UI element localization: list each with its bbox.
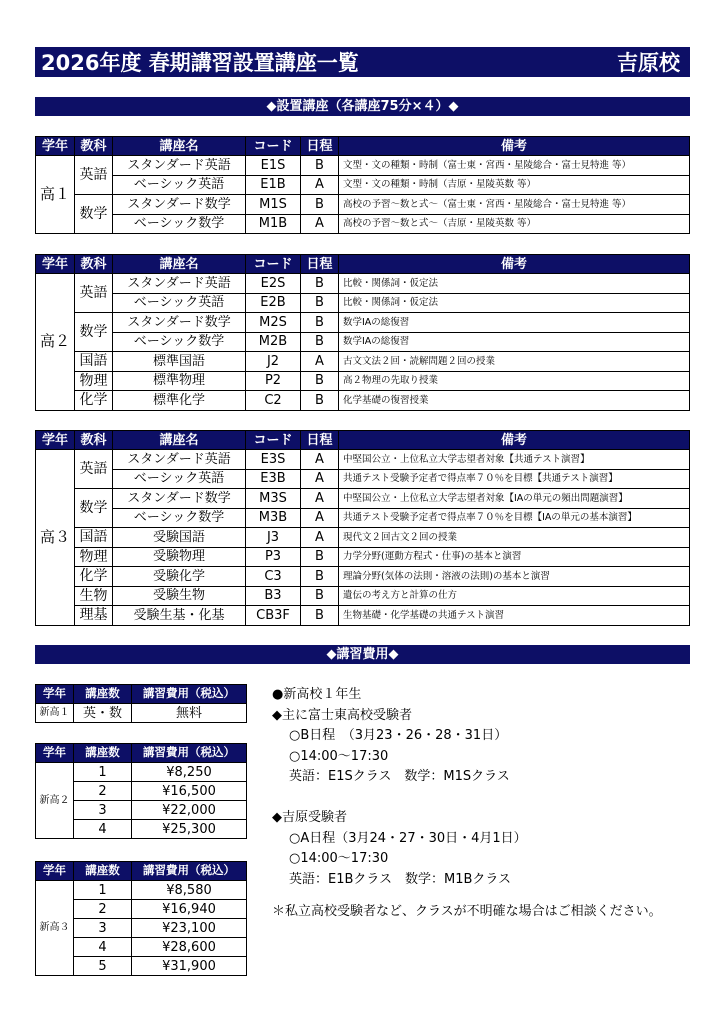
price-cell: ¥8,250 <box>132 763 247 782</box>
price-cell: ¥16,940 <box>132 900 247 919</box>
count-cell: 4 <box>74 938 132 957</box>
table-row <box>36 489 690 509</box>
note-line: 英語：E1Bクラス 数学：M1Bクラス <box>289 871 512 887</box>
code-cell: J3 <box>246 528 301 548</box>
schedule-cell: B <box>301 371 339 391</box>
code-cell: M1S <box>246 195 301 215</box>
col-remarks: 備考 <box>339 431 690 450</box>
remark-cell: 化学基礎の復習授業 <box>339 391 690 411</box>
code-cell: C3 <box>246 567 301 587</box>
count-cell: 2 <box>74 900 132 919</box>
code-cell: E1S <box>246 156 301 176</box>
code-cell: J2 <box>246 352 301 372</box>
table-row <box>36 195 690 215</box>
remark-cell: 文型・文の種類・時制（吉原・星陵英数 等） <box>339 175 690 195</box>
remark-cell: 共通テスト受験予定者で得点率７０％を目標【共通テスト演習】 <box>339 469 690 489</box>
course-cell: 受験生基・化基 <box>113 606 246 626</box>
col-grade: 学年 <box>36 862 74 881</box>
code-cell: M2S <box>246 313 301 333</box>
table-row <box>36 214 690 234</box>
grade-cell: 高３ <box>36 450 75 626</box>
remark-cell: 中堅国公立・上位私立大学志望者対象【共通テスト演習】 <box>339 450 690 470</box>
code-cell: E2S <box>246 274 301 294</box>
col-schedule: 日程 <box>301 255 339 274</box>
price-cell: ¥22,000 <box>132 801 247 820</box>
course-cell: スタンダード英語 <box>113 450 246 470</box>
code-cell: P2 <box>246 371 301 391</box>
school-name: 吉原校 <box>617 51 680 75</box>
course-cell: ベーシック英語 <box>113 175 246 195</box>
price-cell: ¥25,300 <box>132 820 247 839</box>
course-cell: スタンダード英語 <box>113 274 246 294</box>
course-cell: スタンダード数学 <box>113 313 246 333</box>
course-cell: 受験生物 <box>113 586 246 606</box>
table-row <box>36 352 690 372</box>
price-cell: ¥23,100 <box>132 919 247 938</box>
schedule-cell: B <box>301 391 339 411</box>
subject-cell: 国語 <box>75 528 113 548</box>
table-row <box>36 391 690 411</box>
course-cell: 標準物理 <box>113 371 246 391</box>
col-schedule: 日程 <box>301 137 339 156</box>
spacer <box>272 788 662 809</box>
note-line: ○14:00～17:30 <box>289 748 389 764</box>
note-line: ◆主に富士東高校受験者 <box>272 707 412 723</box>
grade-cell: 高１ <box>36 156 75 234</box>
count-cell: 5 <box>74 957 132 976</box>
table-header <box>36 431 690 450</box>
course-cell: スタンダード数学 <box>113 195 246 215</box>
table-row <box>36 293 690 313</box>
note-line: ○14:00～17:30 <box>289 851 389 866</box>
table-header <box>36 744 247 763</box>
code-cell: M1B <box>246 214 301 234</box>
subject-cell: 英語 <box>75 156 113 195</box>
code-cell: C2 <box>246 391 301 411</box>
course-cell: スタンダード英語 <box>113 156 246 176</box>
col-subject: 教科 <box>75 137 113 156</box>
code-cell: P3 <box>246 547 301 567</box>
course-cell: ベーシック数学 <box>113 214 246 234</box>
schedule-cell: B <box>301 293 339 313</box>
grade-cell: 高２ <box>36 274 75 411</box>
course-cell: スタンダード数学 <box>113 489 246 509</box>
table-row <box>36 175 690 195</box>
col-course: 講座名 <box>113 137 246 156</box>
code-cell: CB3F <box>246 606 301 626</box>
col-code: コード <box>246 255 301 274</box>
remark-cell: 文型・文の種類・時制（富士東・宮西・星陵総合・富士見特進 等） <box>339 156 690 176</box>
remark-cell: 数学ⅠAの総復習 <box>339 332 690 352</box>
col-subject: 教科 <box>75 255 113 274</box>
table-row <box>36 313 690 333</box>
remark-cell: 高２物理の先取り授業 <box>339 371 690 391</box>
remark-cell: 中堅国公立・上位私立大学志望者対象【ⅠAの単元の頻出問題演習】 <box>339 489 690 509</box>
subject-cell: 化学 <box>75 391 113 411</box>
table-header <box>36 255 690 274</box>
remark-cell: 生物基礎・化学基礎の共通テスト演習 <box>339 606 690 626</box>
price-cell: ¥28,600 <box>132 938 247 957</box>
col-price: 講習費用（税込） <box>132 685 247 704</box>
course-table-g1 <box>35 136 690 234</box>
title-bar <box>35 47 690 77</box>
table-row <box>36 508 690 528</box>
table-header <box>36 685 247 704</box>
col-course: 講座名 <box>113 255 246 274</box>
table-row <box>36 332 690 352</box>
code-cell: E2B <box>246 293 301 313</box>
col-remarks: 備考 <box>339 255 690 274</box>
course-cell: 受験国語 <box>113 528 246 548</box>
schedule-cell: B <box>301 586 339 606</box>
course-cell: 受験物理 <box>113 547 246 567</box>
schedule-cell: A <box>301 528 339 548</box>
count-cell: 4 <box>74 820 132 839</box>
code-cell: M2B <box>246 332 301 352</box>
col-course: 講座名 <box>113 431 246 450</box>
col-grade: 学年 <box>36 431 75 450</box>
section-courses-title: ◆設置講座（各講座75分×４）◆ <box>35 97 690 116</box>
table-row <box>36 881 247 900</box>
col-grade: 学年 <box>36 137 75 156</box>
schedule-cell: A <box>301 175 339 195</box>
table-row <box>36 371 690 391</box>
col-count: 講座数 <box>74 744 132 763</box>
schedule-cell: B <box>301 313 339 333</box>
code-cell: M3B <box>246 508 301 528</box>
remark-cell: 高校の予習～数と式～（富士東・宮西・星陵総合・富士見特進 等） <box>339 195 690 215</box>
course-cell: 標準国語 <box>113 352 246 372</box>
remark-cell: 古文文法２回・読解問題２回の授業 <box>339 352 690 372</box>
remark-cell: 遺伝の考え方と計算の仕方 <box>339 586 690 606</box>
course-table-g2 <box>35 254 690 411</box>
table-row <box>36 450 690 470</box>
grade-cell: 新高２ <box>36 763 74 839</box>
spacer <box>272 890 662 902</box>
count-cell: 3 <box>74 801 132 820</box>
note-line: 英語：E1Sクラス 数学：M1Sクラス <box>289 769 510 784</box>
schedule-cell: A <box>301 214 339 234</box>
col-remarks: 備考 <box>339 137 690 156</box>
notes-block <box>272 685 662 923</box>
course-cell: ベーシック数学 <box>113 332 246 352</box>
remark-cell: 理論分野(気体の法則・溶液の法則)の基本と演習 <box>339 567 690 587</box>
page-title: 2026年度 春期講習設置講座一覧 <box>41 51 359 75</box>
note-line: ◆吉原受験者 <box>272 810 347 825</box>
col-code: コード <box>246 431 301 450</box>
remark-cell: 数学ⅠAの総復習 <box>339 313 690 333</box>
col-grade: 学年 <box>36 255 75 274</box>
schedule-cell: B <box>301 274 339 294</box>
count-cell: 2 <box>74 782 132 801</box>
table-row <box>36 274 690 294</box>
price-cell: 無料 <box>132 704 247 723</box>
subject-cell: 数学 <box>75 195 113 234</box>
subject-cell: 数学 <box>75 313 113 352</box>
code-cell: E3S <box>246 450 301 470</box>
remark-cell: 力学分野(運動方程式・仕事)の基本と演習 <box>339 547 690 567</box>
remark-cell: 比較・関係詞・仮定法 <box>339 293 690 313</box>
remark-cell: 現代文２回古文２回の授業 <box>339 528 690 548</box>
schedule-cell: A <box>301 508 339 528</box>
schedule-cell: A <box>301 450 339 470</box>
note-line: ○B日程 （3月23・26・28・31日） <box>289 728 508 743</box>
subject-cell: 英語 <box>75 450 113 489</box>
course-cell: ベーシック数学 <box>113 508 246 528</box>
schedule-cell: A <box>301 352 339 372</box>
col-code: コード <box>246 137 301 156</box>
course-cell: ベーシック英語 <box>113 293 246 313</box>
subject-cell: 物理 <box>75 371 113 391</box>
schedule-cell: A <box>301 489 339 509</box>
col-schedule: 日程 <box>301 431 339 450</box>
code-cell: E3B <box>246 469 301 489</box>
schedule-cell: A <box>301 469 339 489</box>
subject-cell: 国語 <box>75 352 113 372</box>
count-cell: 英・数 <box>74 704 132 723</box>
code-cell: E1B <box>246 175 301 195</box>
section-fees-title: ◆講習費用◆ <box>35 645 690 664</box>
col-price: 講習費用（税込） <box>132 862 247 881</box>
grade-cell: 新高１ <box>36 704 74 723</box>
table-row <box>36 469 690 489</box>
course-cell: 受験化学 <box>113 567 246 587</box>
price-cell: ¥8,580 <box>132 881 247 900</box>
course-cell: ベーシック英語 <box>113 469 246 489</box>
count-cell: 3 <box>74 919 132 938</box>
subject-cell: 理基 <box>75 606 113 626</box>
schedule-cell: B <box>301 567 339 587</box>
course-cell: 標準化学 <box>113 391 246 411</box>
fee-table-g1 <box>35 684 247 723</box>
table-row <box>36 528 690 548</box>
col-price: 講習費用（税込） <box>132 744 247 763</box>
table-header <box>36 137 690 156</box>
col-count: 講座数 <box>74 862 132 881</box>
schedule-cell: B <box>301 195 339 215</box>
code-cell: M3S <box>246 489 301 509</box>
table-row <box>36 704 247 723</box>
table-row <box>36 156 690 176</box>
table-row <box>36 567 690 587</box>
fee-table-g2 <box>35 743 247 839</box>
col-grade: 学年 <box>36 744 74 763</box>
schedule-cell: B <box>301 332 339 352</box>
col-subject: 教科 <box>75 431 113 450</box>
table-row <box>36 586 690 606</box>
subject-cell: 英語 <box>75 274 113 313</box>
subject-cell: 生物 <box>75 586 113 606</box>
schedule-cell: B <box>301 547 339 567</box>
col-grade: 学年 <box>36 685 74 704</box>
col-count: 講座数 <box>74 685 132 704</box>
table-row <box>36 763 247 782</box>
table-row <box>36 606 690 626</box>
count-cell: 1 <box>74 881 132 900</box>
note-line: ○A日程（3月24・27・30日・4月1日） <box>289 830 527 846</box>
remark-cell: 高校の予習～数と式～（吉原・星陵英数 等） <box>339 214 690 234</box>
fee-table-g3 <box>35 861 247 976</box>
table-header <box>36 862 247 881</box>
note-line: ●新高校１年生 <box>272 687 362 702</box>
remark-cell: 共通テスト受験予定者で得点率７０％を目標【ⅠAの単元の基本演習】 <box>339 508 690 528</box>
remark-cell: 比較・関係詞・仮定法 <box>339 274 690 294</box>
count-cell: 1 <box>74 763 132 782</box>
subject-cell: 数学 <box>75 489 113 528</box>
price-cell: ¥31,900 <box>132 957 247 976</box>
subject-cell: 化学 <box>75 567 113 587</box>
code-cell: B3 <box>246 586 301 606</box>
grade-cell: 新高３ <box>36 881 74 976</box>
subject-cell: 物理 <box>75 547 113 567</box>
schedule-cell: B <box>301 606 339 626</box>
schedule-cell: B <box>301 156 339 176</box>
note-line: ＊私立高校受験者など、クラスが不明確な場合はご相談ください。 <box>272 904 662 919</box>
price-cell: ¥16,500 <box>132 782 247 801</box>
course-table-g3 <box>35 430 690 626</box>
table-row <box>36 547 690 567</box>
